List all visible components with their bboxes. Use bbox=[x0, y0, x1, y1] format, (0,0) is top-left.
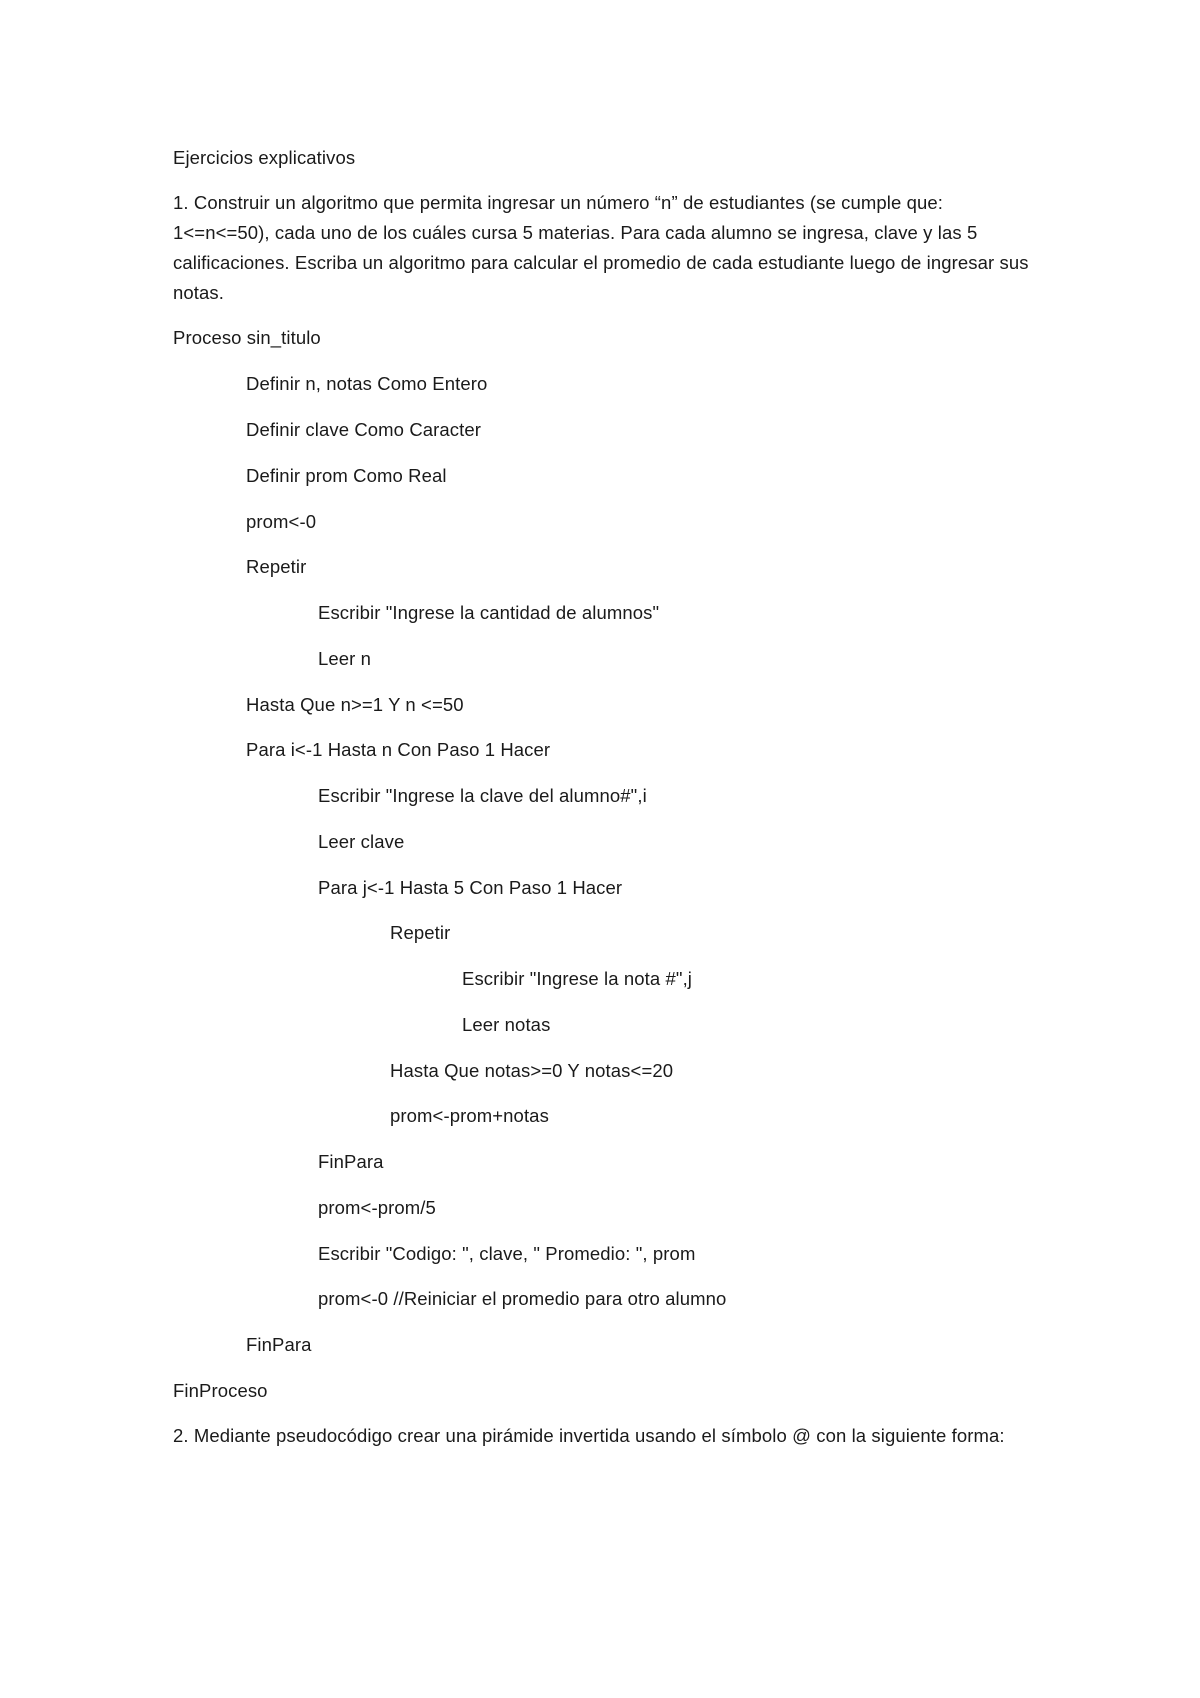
exercise-1-statement: 1. Construir un algoritmo que permita ingresar un número “n” de estudiantes (se cumple que: 1<=n<=50), cada uno de los cuáles cursa 5 materias. Para cada alumno se ingresa, clave y las 5 calificaciones. Escriba un algoritmo para calcular el promedio de cada estudiante luego de ingresar sus notas. bbox=[173, 192, 1029, 303]
code-line: Escribir "Ingrese la nota #",j bbox=[462, 968, 693, 989]
code-line: Proceso sin_titulo bbox=[173, 327, 321, 348]
code-line: Definir prom Como Real bbox=[246, 465, 447, 486]
code-line: prom<-0 //Reiniciar el promedio para otro alumno bbox=[318, 1288, 727, 1309]
code-line: prom<-prom+notas bbox=[390, 1105, 549, 1126]
code-line: Leer clave bbox=[318, 831, 405, 852]
code-line: Definir n, notas Como Entero bbox=[246, 373, 488, 394]
document-heading: Ejercicios explicativos bbox=[173, 147, 356, 168]
code-line: FinProceso bbox=[173, 1380, 268, 1401]
code-line: FinPara bbox=[318, 1151, 384, 1172]
code-line: Hasta Que notas>=0 Y notas<=20 bbox=[390, 1060, 674, 1081]
code-line: Para i<-1 Hasta n Con Paso 1 Hacer bbox=[246, 739, 551, 760]
code-line: Leer notas bbox=[462, 1014, 551, 1035]
code-line: Definir clave Como Caracter bbox=[246, 419, 482, 440]
code-line: prom<-prom/5 bbox=[318, 1197, 436, 1218]
code-line: Leer n bbox=[318, 648, 372, 669]
code-line: Para j<-1 Hasta 5 Con Paso 1 Hacer bbox=[318, 877, 623, 898]
code-line: Repetir bbox=[390, 922, 451, 943]
code-line: Hasta Que n>=1 Y n <=50 bbox=[246, 694, 464, 715]
code-line: Escribir "Ingrese la clave del alumno#",i bbox=[318, 785, 647, 806]
code-line: Escribir "Ingrese la cantidad de alumnos" bbox=[318, 602, 660, 623]
exercise-2-statement: 2. Mediante pseudocódigo crear una pirámide invertida usando el símbolo @ con la siguiente forma: bbox=[173, 1425, 1005, 1446]
code-line: FinPara bbox=[246, 1334, 312, 1355]
code-line: prom<-0 bbox=[246, 511, 317, 532]
code-line: Escribir "Codigo: ", clave, " Promedio: ", prom bbox=[318, 1243, 696, 1264]
code-line: Repetir bbox=[246, 556, 307, 577]
